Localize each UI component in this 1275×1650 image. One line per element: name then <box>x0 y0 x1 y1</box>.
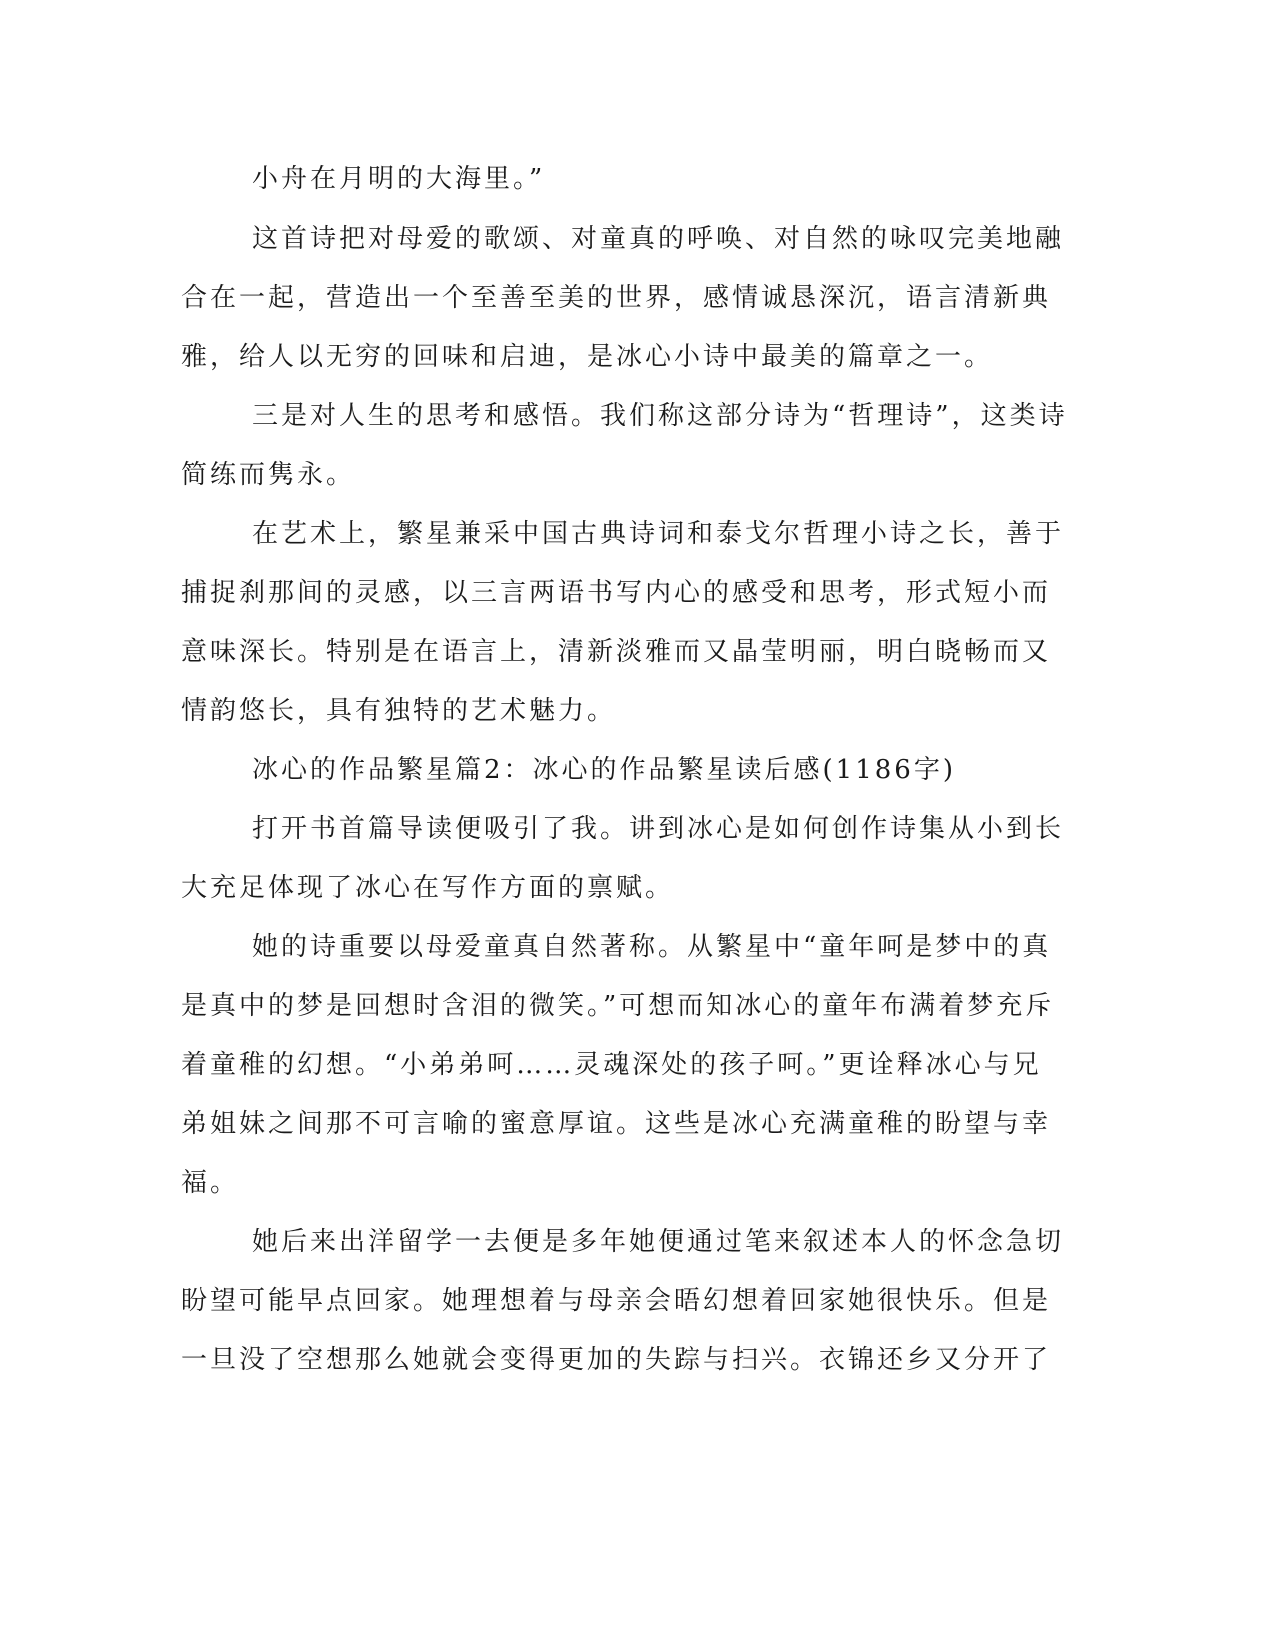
text-line: 大充足体现了冰心在写作方面的禀赋。 <box>181 873 675 903</box>
text-line: 小舟在月明的大海里。” <box>252 164 546 194</box>
text-line: 弟姐妹之间那不可言喻的蜜意厚谊。这些是冰心充满童稚的盼望与幸 <box>181 1109 1052 1139</box>
text-line: 是真中的梦是回想时含泪的微笑。”可想而知冰心的童年布满着梦充斥 <box>181 991 1055 1021</box>
text-line: 着童稚的幻想。“小弟弟呵……灵魂深处的孩子呵。”更诠释冰心与兄 <box>181 1050 1042 1080</box>
text-line: 情韵悠长，具有独特的艺术魅力。 <box>181 696 617 726</box>
text-line: 福。 <box>181 1168 240 1198</box>
text-line: 她后来出洋留学一去便是多年她便通过笔来叙述本人的怀念急切 <box>252 1227 1065 1257</box>
text-line: 简练而隽永。 <box>181 460 356 490</box>
section-heading: 冰心的作品繁星篇2：冰心的作品繁星读后感(1186字) <box>252 755 956 785</box>
text-line: 三是对人生的思考和感悟。我们称这部分诗为“哲理诗”，这类诗 <box>252 401 1068 431</box>
text-line: 一旦没了空想那么她就会变得更加的失踪与扫兴。衣锦还乡又分开了 <box>181 1345 1052 1375</box>
text-line: 她的诗重要以母爱童真自然著称。从繁星中“童年呵是梦中的真 <box>252 932 1052 962</box>
text-line: 这首诗把对母爱的歌颂、对童真的呼唤、对自然的咏叹完美地融 <box>252 224 1065 254</box>
text-line: 捕捉刹那间的灵感，以三言两语书写内心的感受和思考，形式短小而 <box>181 578 1052 608</box>
text-line: 打开书首篇导读便吸引了我。讲到冰心是如何创作诗集从小到长 <box>252 814 1065 844</box>
text-line: 合在一起，营造出一个至善至美的世界，感情诚恳深沉，语言清新典 <box>181 283 1052 313</box>
text-line: 盼望可能早点回家。她理想着与母亲会晤幻想着回家她很快乐。但是 <box>181 1286 1052 1316</box>
text-line: 意味深长。特别是在语言上，清新淡雅而又晶莹明丽，明白晓畅而又 <box>181 637 1052 667</box>
text-line: 雅，给人以无穷的回味和启迪，是冰心小诗中最美的篇章之一。 <box>181 342 994 372</box>
text-line: 在艺术上，繁星兼采中国古典诗词和泰戈尔哲理小诗之长，善于 <box>252 519 1065 549</box>
